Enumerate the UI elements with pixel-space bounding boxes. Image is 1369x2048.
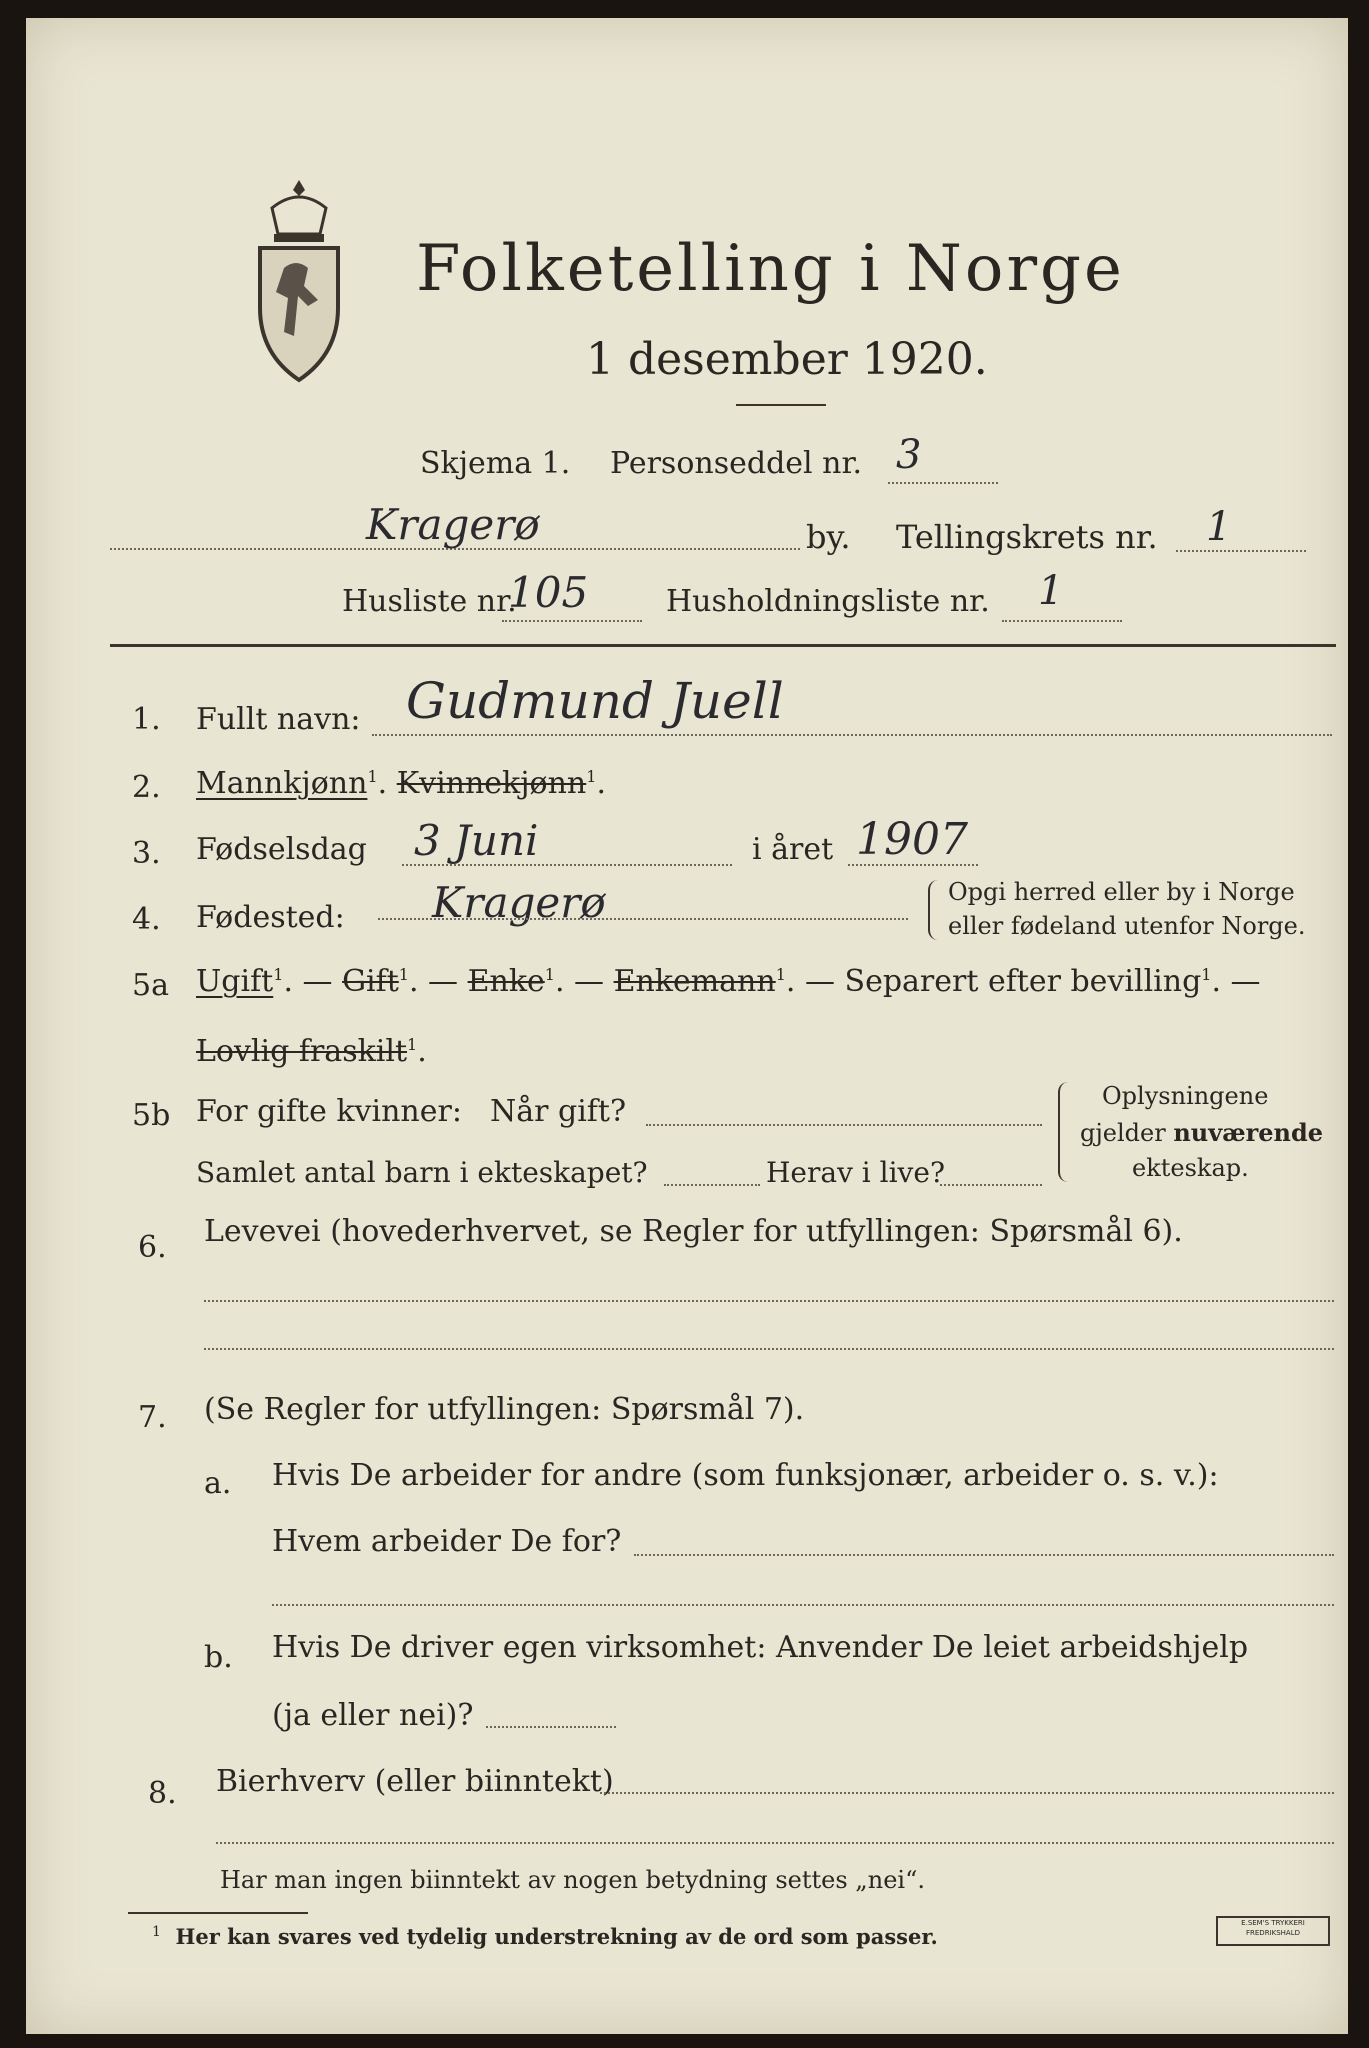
q2-male[interactable]: Mannkjønn <box>196 766 368 801</box>
q5b-barn-line <box>664 1184 760 1186</box>
q5a-fraskilt-row: Lovlig fraskilt$^1$. <box>196 1034 427 1069</box>
q3-year-line <box>848 864 978 866</box>
q1-number: 1. <box>132 702 161 737</box>
q5b-number: 5b <box>132 1098 171 1133</box>
q7a-question: Hvem arbeider De for? <box>272 1524 622 1559</box>
q5a-enkemann[interactable]: Enkemann <box>613 964 776 999</box>
q5b-note-bracket <box>1058 1082 1070 1182</box>
q8-line2 <box>216 1842 1334 1844</box>
q7b-number: b. <box>204 1640 233 1675</box>
footnote-divider <box>128 1912 308 1914</box>
q2-number: 2. <box>132 770 161 805</box>
q2-sep: . <box>377 766 397 801</box>
q5b-label: For gifte kvinner: <box>196 1094 462 1129</box>
q4-note-bracket <box>928 880 940 940</box>
husholdning-label: Husholdningsliste nr. <box>666 584 990 619</box>
q3-number: 3. <box>132 836 161 871</box>
q4-number: 4. <box>132 902 161 937</box>
coat-of-arms-icon <box>254 178 344 383</box>
q6-line2 <box>204 1348 1334 1350</box>
city-value[interactable]: Kragerø <box>366 500 540 549</box>
q2-end: . <box>596 766 606 801</box>
q5a-fraskilt[interactable]: Lovlig fraskilt <box>196 1034 408 1069</box>
q3-label: Fødselsdag <box>196 832 367 867</box>
q5a-separert[interactable]: Separert efter bevilling <box>844 964 1202 999</box>
q7a-number: a. <box>204 1466 232 1501</box>
q5a-options: Ugift$^1$. — Gift$^1$. — Enke$^1$. — Enkemann$^1$. — Separert efter bevilling$^1$. — <box>196 964 1261 999</box>
q4-value[interactable]: Kragerø <box>432 878 606 927</box>
q8-number: 8. <box>148 1776 177 1811</box>
personseddel-label: Personseddel nr. <box>610 446 863 481</box>
q7b-question: (ja eller nei)? <box>272 1698 474 1733</box>
q5b-barn: Samlet antal barn i ekteskapet? <box>196 1156 648 1189</box>
q2-female[interactable]: Kvinnekjønn <box>396 766 587 801</box>
tellingskrets-line <box>1176 550 1306 552</box>
q5b-note-line3: ekteskap. <box>1132 1154 1249 1182</box>
biinntekt-note: Har man ingen biinntekt av nogen betydning settes „nei“. <box>220 1866 925 1894</box>
q5b-naar: Når gift? <box>490 1094 627 1129</box>
q8-line1 <box>600 1792 1334 1794</box>
footnote <box>152 1924 938 1949</box>
q4-note-line1: Opgi herred eller by i Norge <box>948 878 1295 906</box>
q4-label: Fødested: <box>196 900 345 935</box>
husliste-value[interactable]: 105 <box>508 568 589 617</box>
q7a-line2 <box>272 1604 1334 1606</box>
q1-line <box>372 734 1332 736</box>
printer-mark: E.SEM'S TRYKKERI FREDRIKSHALD <box>1216 1916 1330 1946</box>
husliste-line <box>502 620 642 622</box>
skjema-label: Skjema 1. <box>420 446 571 481</box>
q7b-line <box>486 1726 616 1728</box>
q5a-enke[interactable]: Enke <box>467 964 545 999</box>
q5b-live-line <box>940 1184 1042 1186</box>
q1-value[interactable]: Gudmund Juell <box>406 672 784 730</box>
q2-male-sup: 1 <box>367 767 378 786</box>
footnote-mark: 1 <box>152 1924 161 1940</box>
husholdning-line <box>1002 620 1122 622</box>
q5b-naar-line <box>646 1124 1042 1126</box>
q2-female-sup: 1 <box>586 767 597 786</box>
q5a-gift[interactable]: Gift <box>342 964 399 999</box>
q4-note-line2: eller fødeland utenfor Norge. <box>948 912 1306 940</box>
q5b-note-line2: gjelder nuværende <box>1080 1118 1324 1147</box>
footnote-text: Her kan svares ved tydelig understrekning av de ord som passer. <box>175 1924 938 1949</box>
q7a-text: Hvis De arbeider for andre (som funksjonær, arbeider o. s. v.): <box>272 1458 1219 1493</box>
q3-day-line <box>402 864 732 866</box>
title-divider <box>736 404 826 406</box>
census-form <box>26 18 1348 2034</box>
q6-number: 6. <box>138 1230 167 1265</box>
q7a-line1 <box>634 1554 1334 1556</box>
tellingskrets-label: Tellingskrets nr. <box>896 518 1158 556</box>
personseddel-line <box>888 482 998 484</box>
q7-number: 7. <box>138 1400 167 1435</box>
header-divider <box>110 644 1336 647</box>
husliste-label: Husliste nr. <box>342 584 517 619</box>
form-title: Folketelling i Norge <box>416 232 1125 306</box>
tellingskrets-value[interactable]: 1 <box>1206 504 1232 550</box>
q8-label: Bierhverv (eller biinntekt) <box>216 1764 614 1799</box>
q6-label: Levevei (hovederhvervet, se Regler for utfyllingen: Spørsmål 6). <box>204 1214 1183 1249</box>
q7b-text: Hvis De driver egen virksomhet: Anvender De leiet arbeidshjelp <box>272 1630 1249 1665</box>
q3-year-label: i året <box>752 832 834 867</box>
form-date: 1 desember 1920. <box>586 334 988 385</box>
q5b-live: Herav i live? <box>766 1156 945 1189</box>
q3-year-value[interactable]: 1907 <box>856 814 968 865</box>
q2-options <box>196 766 606 801</box>
q5b-note-line1: Oplysningene <box>1102 1082 1269 1110</box>
q6-line1 <box>204 1300 1334 1302</box>
personseddel-value[interactable]: 3 <box>896 432 922 478</box>
q3-day-value[interactable]: 3 Juni <box>414 816 539 865</box>
q4-line <box>378 918 908 920</box>
q5a-number: 5a <box>132 968 169 1003</box>
q5a-ugift[interactable]: Ugift <box>196 964 274 999</box>
by-label: by. <box>806 518 851 556</box>
q7-label: (Se Regler for utfyllingen: Spørsmål 7). <box>204 1392 805 1427</box>
q1-label: Fullt navn: <box>196 702 361 737</box>
husholdning-value[interactable]: 1 <box>1038 568 1064 614</box>
